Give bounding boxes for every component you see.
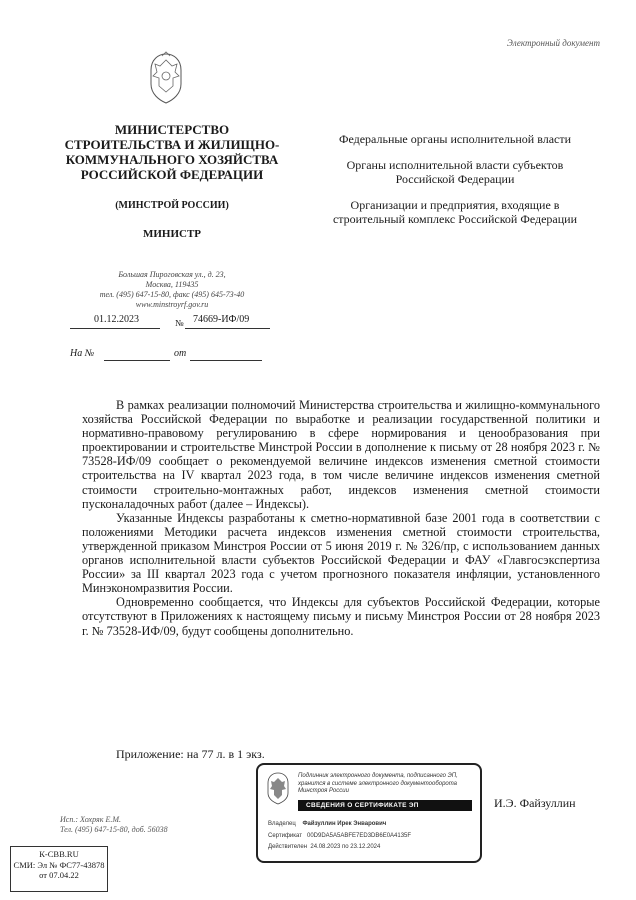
valid-value: 24.08.2023 по 23.12.2024: [310, 844, 381, 850]
certificate-title: СВЕДЕНИЯ О СЕРТИФИКАТЕ ЭП: [298, 800, 472, 811]
ministry-line: СТРОИТЕЛЬСТВА И ЖИЛИЩНО-: [64, 137, 280, 152]
outgoing-number-row: [70, 314, 270, 328]
address-line: Большая Пироговская ул., д. 23,: [118, 270, 226, 279]
outgoing-date: 01.12.2023: [94, 314, 139, 325]
number-underline: [185, 328, 270, 329]
recipient: Федеральные органы исполнительной власти: [338, 132, 572, 146]
stamp-line: К-СВВ.RU: [39, 849, 79, 859]
reference-date-label: от: [174, 348, 187, 359]
address-line: www.minstroyrf.gov.ru: [135, 300, 209, 309]
address-line: тел. (495) 647-15-80, факс (495) 645-73-40: [99, 290, 245, 299]
executor-info: [60, 815, 168, 835]
reference-row: [70, 346, 270, 360]
address-line: Москва, 119435: [145, 280, 199, 289]
ministry-line: МИНИСТЕРСТВО: [114, 122, 230, 137]
certificate-emblem-icon: [264, 771, 292, 805]
reference-number-label: На №: [70, 348, 95, 359]
reference-date-line: [190, 360, 262, 361]
executor-line: Исп.: Хохряк Е.М.: [60, 815, 122, 824]
signer-name: И.Э. Файзуллин: [494, 796, 576, 810]
recipient: Органы исполнительной власти субъектов Российской Федерации: [346, 158, 564, 186]
certificate-details: [268, 821, 480, 856]
ministry-line: РОССИЙСКОЙ ФЕДЕРАЦИИ: [80, 167, 264, 182]
outgoing-number: 74669-ИФ/09: [193, 314, 250, 325]
signatory-role: МИНИСТР: [142, 228, 202, 240]
attachment-note: Приложение: на 77 л. в 1 экз.: [116, 747, 265, 761]
date-underline: [70, 328, 160, 329]
number-sign: №: [175, 318, 184, 328]
certificate-intro: Подлинник электронного документа, подписанного ЭП, хранится в системе электронного документооборота Минстроя России: [298, 773, 458, 794]
signature-certificate: [256, 763, 482, 863]
recipient: Организации и предприятия, входящие в строительный комплекс Российской Федерации: [332, 198, 578, 226]
valid-label: Действителен: [268, 844, 308, 850]
stamp-line: от 07.04.22: [39, 870, 79, 880]
owner-value: Файзуллин Ирек Энварович: [302, 821, 387, 827]
executor-line: Тел. (495) 647-15-80, доб. 56038: [60, 825, 168, 834]
ministry-short-name: (МИНСТРОЙ РОССИИ): [115, 200, 229, 211]
coat-of-arms-icon: [143, 50, 189, 106]
media-registration-stamp: [10, 846, 108, 892]
owner-label: Владелец: [268, 821, 296, 827]
ministry-line: КОММУНАЛЬНОГО ХОЗЯЙСТВА: [65, 152, 279, 167]
serial-label: Сертификат: [268, 832, 302, 839]
certificate-valid-row: [268, 844, 480, 852]
certificate-serial-row: [268, 833, 480, 841]
stamp-line: СМИ: Эл № ФС77-43878: [13, 859, 105, 870]
letter-body: [82, 398, 600, 638]
recipients-block: [330, 132, 580, 238]
serial-value: 00D9DA5A5ABFE7ED3DB6E0A4135F: [307, 832, 412, 839]
ministry-name: [52, 122, 292, 182]
body-paragraph: В рамках реализации полномочий Министерства строительства и жилищно-коммунального хозяйства Российской Федерации по выработке и реализации государственной политики и нормативно-правовому регулированию в сфере нормирования и ценообразования при проектировании и строительстве Минстрой России в дополнение к письму от 28 ноября 2023 г. № 73528-ИФ/09 сообщает о рекомендуемой величине индексов изменения сметной стоимости строительства на IV квартал 2023 года, в том числе величине индексов изменения сметной стоимости строительно-монтажных работ, индексов изменения сметной стоимости пусконаладочных работ (далее – Индексы).: [82, 398, 600, 511]
certificate-owner-row: [268, 821, 480, 829]
ministry-address: [52, 270, 292, 310]
electronic-document-label: Электронный документ: [506, 38, 600, 48]
body-paragraph: Указанные Индексы разработаны к сметно-нормативной базе 2001 года в соответствии с положениями Методики расчета индексов изменения сметной стоимости строительства, утвержденной приказом Минстроя России от 5 июня 2019 г. № 326/пр, с использованием данных органов исполнительной власти субъектов Российской Федерации и ФАУ «Главгосэкспертиза России» за III квартал 2023 года с учетом прогнозного показателя инфляции, установленного Минэкономразвития России.: [82, 510, 600, 596]
body-paragraph: Одновременно сообщается, что Индексы для субъектов Российской Федерации, которые отсутствуют в Приложениях к настоящему письму и письму Минстроя России от 28 ноября 2023 г. № 73528-ИФ/09, будут сообщены дополнительно.: [82, 595, 600, 638]
reference-number-line: [104, 360, 170, 361]
